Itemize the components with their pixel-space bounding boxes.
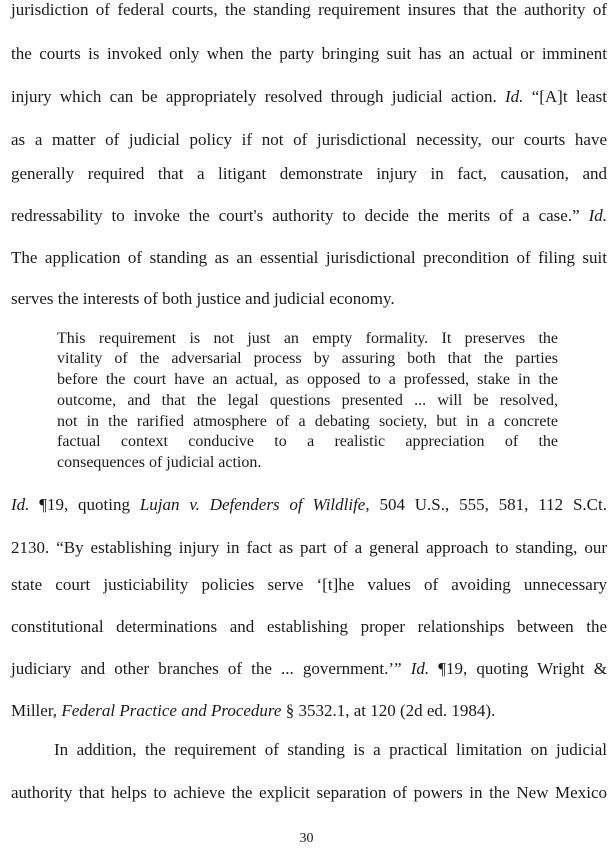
block-quote-line: not in the rarified atmosphere of a debating society, but in a concrete (57, 413, 558, 430)
text-run: § 3532.1, at 120 (2d ed. 1984). (281, 701, 496, 720)
text-run: ¶19, quoting Wright & (429, 659, 607, 678)
block-quote-line: This requirement is not just an empty formality. It preserves the (57, 330, 558, 347)
text-run: judiciary and other branches of the ... government.’” (11, 659, 411, 678)
paragraph-line: generally required that a litigant demonstrate injury in fact, causation, and (11, 164, 607, 183)
paragraph-line (11, 206, 607, 226)
block-quote-line: outcome, and that the legal questions presented ... will be resolved, (57, 392, 558, 409)
citation-id: Id. (410, 659, 430, 678)
paragraph-line (11, 495, 607, 515)
paragraph-line: The application of standing as an essential jurisdictional precondition of filing suit (11, 248, 607, 267)
paragraph-line: jurisdiction of federal courts, the standing requirement insures that the authority of (11, 0, 607, 19)
text-run: injury which can be appropriately resolved through judicial action. (11, 87, 506, 106)
paragraph-line (11, 701, 495, 721)
page-number: 30 (299, 831, 314, 846)
paragraph-line: as a matter of judicial policy if not of jurisdictional necessity, our courts have (11, 130, 607, 149)
text-run: ¶19, quoting (29, 495, 140, 514)
block-quote-line: vitality of the adversarial process by assuring both that the parties (57, 350, 558, 367)
text-run: 504 U.S., 555, 581, 112 S.Ct. (369, 495, 607, 514)
text-run: “[A]t least (523, 87, 607, 106)
citation-id: Id. (11, 495, 30, 514)
paragraph-line: serves the interests of both justice and judicial economy. (11, 289, 395, 308)
paragraph-line: 2130. “By establishing injury in fact as part of a general approach to standing, our (11, 538, 607, 557)
text-run: Miller, (11, 701, 62, 720)
text-run: redressability to invoke the court's authority to decide the merits of a case.” (11, 206, 589, 225)
paragraph-line (11, 87, 607, 107)
paragraph-line: In addition, the requirement of standing is a practical limitation on judicial (54, 740, 607, 759)
paragraph-line (11, 659, 607, 679)
paragraph-line: authority that helps to achieve the explicit separation of powers in the New Mexico (11, 783, 607, 802)
treatise-title: Federal Practice and Procedure (61, 701, 282, 720)
citation-id: Id. (588, 206, 607, 225)
citation-id: Id. (505, 87, 524, 106)
block-quote-line: before the court have an actual, as opposed to a professed, stake in the (57, 371, 558, 388)
paragraph-line: state court justiciability policies serve ‘[t]he values of avoiding unnecessary (11, 575, 607, 594)
paragraph-line: constitutional determinations and establishing proper relationships between the (11, 617, 607, 636)
case-name: Lujan v. Defenders of Wildlife, (139, 495, 370, 514)
block-quote-line: consequences of judicial action. (57, 454, 262, 471)
block-quote-line: factual context conducive to a realistic appreciation of the (57, 433, 558, 450)
paragraph-line: the courts is invoked only when the party bringing suit has an actual or imminent (11, 44, 607, 63)
